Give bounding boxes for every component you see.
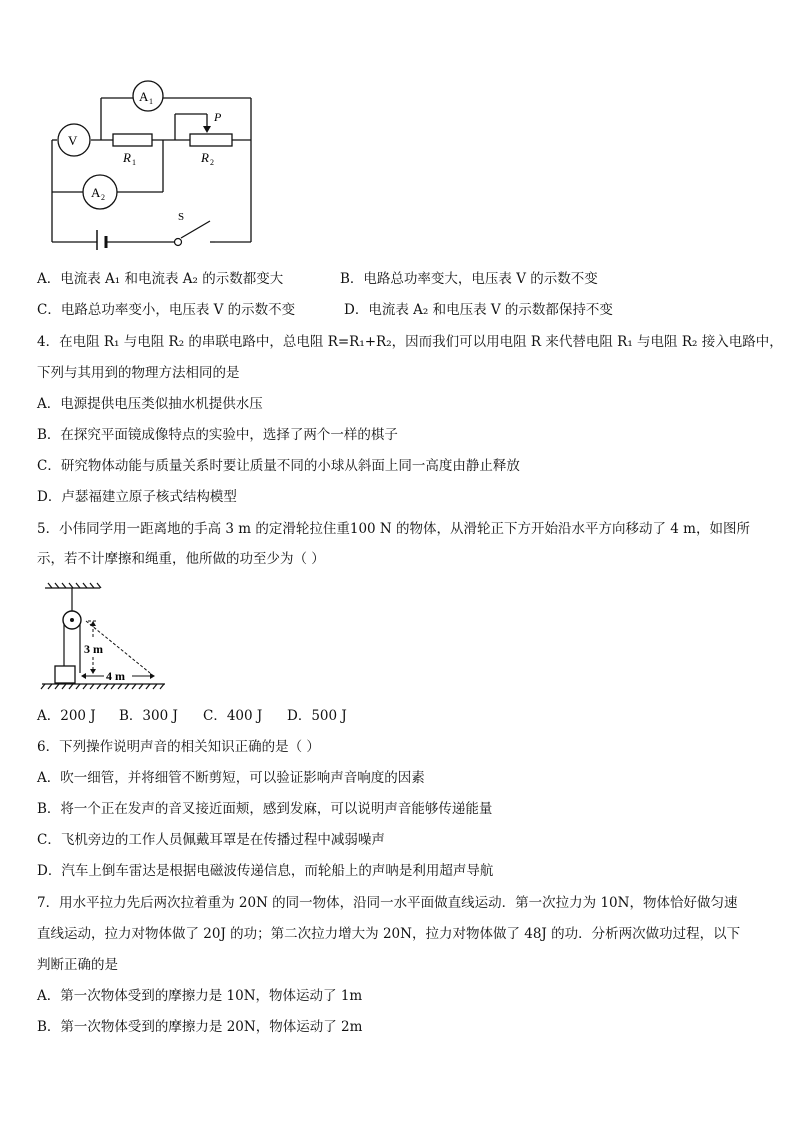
q5-stem-line-1: 5．小伟同学用一距离地的手高 3 m 的定滑轮拉住重100 N 的物体，从滑轮正下方开始沿水平方向移动了 4 m，如图所 — [37, 521, 750, 537]
q5-option-c[interactable]: C．400 J — [203, 708, 263, 724]
q5-option-b[interactable]: B．300 J — [119, 708, 178, 724]
r1-sub: 1 — [132, 158, 136, 167]
weight-block — [55, 666, 75, 683]
q4-option-c[interactable]: C．研究物体动能与质量关系时要让质量不同的小球从斜面上同一高度由静止释放 — [37, 458, 520, 474]
q5-options — [37, 707, 347, 725]
q6-stem: 6．下列操作说明声音的相关知识正确的是（ ） — [37, 739, 320, 755]
q6-option-a[interactable]: A．吹一细管，并将细管不断剪短，可以验证影响声音响度的因素 — [37, 770, 425, 786]
q5-option-a[interactable]: A．200 J — [37, 708, 96, 724]
pulley-figure — [38, 580, 168, 690]
ammeter-a1-sub: 1 — [149, 97, 153, 106]
voltmeter-label: V — [68, 133, 78, 148]
ammeter-a2-sub: 2 — [101, 193, 105, 202]
pulley-axle — [70, 618, 74, 622]
q6-option-b[interactable]: B．将一个正在发声的音叉接近面颊，感到发麻，可以说明声音能够传递能量 — [37, 801, 493, 817]
q4-option-d[interactable]: D．卢瑟福建立原子核式结构模型 — [37, 489, 237, 505]
slider-p-label: P — [214, 110, 222, 124]
q4-option-b[interactable]: B．在探究平面镜成像特点的实验中，选择了两个一样的棋子 — [37, 427, 398, 443]
q4-stem-line-1: 4．在电阻 R₁ 与电阻 R₂ 的串联电路中，总电阻 R=R₁+R₂，因而我们可以用电阻 R 来代替电阻 R₁ 与电阻 R₂ 接入电路中， — [37, 334, 783, 350]
resistor-r2 — [190, 134, 232, 146]
q7-stem-line-1: 7．用水平拉力先后两次拉着重为 20N 的同一物体，沿同一水平面做直线运动．第一次拉力为 10N，物体恰好做匀速 — [37, 895, 738, 911]
q3-option-c[interactable]: C．电路总功率变小，电压表 V 的示数不变 — [37, 302, 296, 318]
slider-arrow — [203, 126, 211, 133]
r2-sub: 2 — [210, 158, 214, 167]
q4-option-a[interactable]: A．电源提供电压类似抽水机提供水压 — [37, 396, 263, 412]
q3-option-b[interactable]: B．电路总功率变大，电压表 V 的示数不变 — [340, 271, 598, 287]
q7-stem-line-2: 直线运动，拉力对物体做了 20J 的功；第二次拉力增大为 20N，拉力对物体做了 48J 的功．分析两次做功过程，以下 — [37, 926, 741, 942]
q7-stem-line-3: 判断正确的是 — [37, 957, 118, 973]
q3-option-row-1 — [37, 270, 598, 288]
ammeter-a1-label: A — [139, 89, 149, 104]
r2-label: R — [201, 150, 209, 165]
switch-pivot — [175, 239, 182, 246]
r1-label: R — [123, 150, 131, 165]
width-label: 4 m — [106, 669, 125, 683]
resistor-r1 — [113, 134, 152, 146]
q3-option-row-2 — [37, 301, 613, 319]
q4-stem-line-2: 下列与其用到的物理方法相同的是 — [37, 365, 240, 381]
ammeter-a2-label: A — [91, 185, 101, 200]
q7-option-b[interactable]: B．第一次物体受到的摩擦力是 20N，物体运动了 2m — [37, 1019, 363, 1035]
q3-option-a[interactable]: A．电流表 A₁ 和电流表 A₂ 的示数都变大 — [37, 271, 284, 287]
q6-option-d[interactable]: D．汽车上倒车雷达是根据电磁波传递信息，而轮船上的声呐是利用超声导航 — [37, 863, 494, 879]
switch-label: S — [178, 211, 185, 223]
circuit-diagram — [45, 80, 265, 250]
q5-stem-line-2: 示，若不计摩擦和绳重，他所做的功至少为（ ） — [37, 551, 325, 567]
q6-option-c[interactable]: C．飞机旁边的工作人员佩戴耳罩是在传播过程中减弱噪声 — [37, 832, 385, 848]
q3-option-d[interactable]: D．电流表 A₂ 和电压表 V 的示数都保持不变 — [344, 302, 613, 318]
q7-option-a[interactable]: A．第一次物体受到的摩擦力是 10N，物体运动了 1m — [37, 988, 363, 1004]
height-label: 3 m — [84, 642, 103, 656]
q5-option-d[interactable]: D．500 J — [287, 708, 347, 724]
